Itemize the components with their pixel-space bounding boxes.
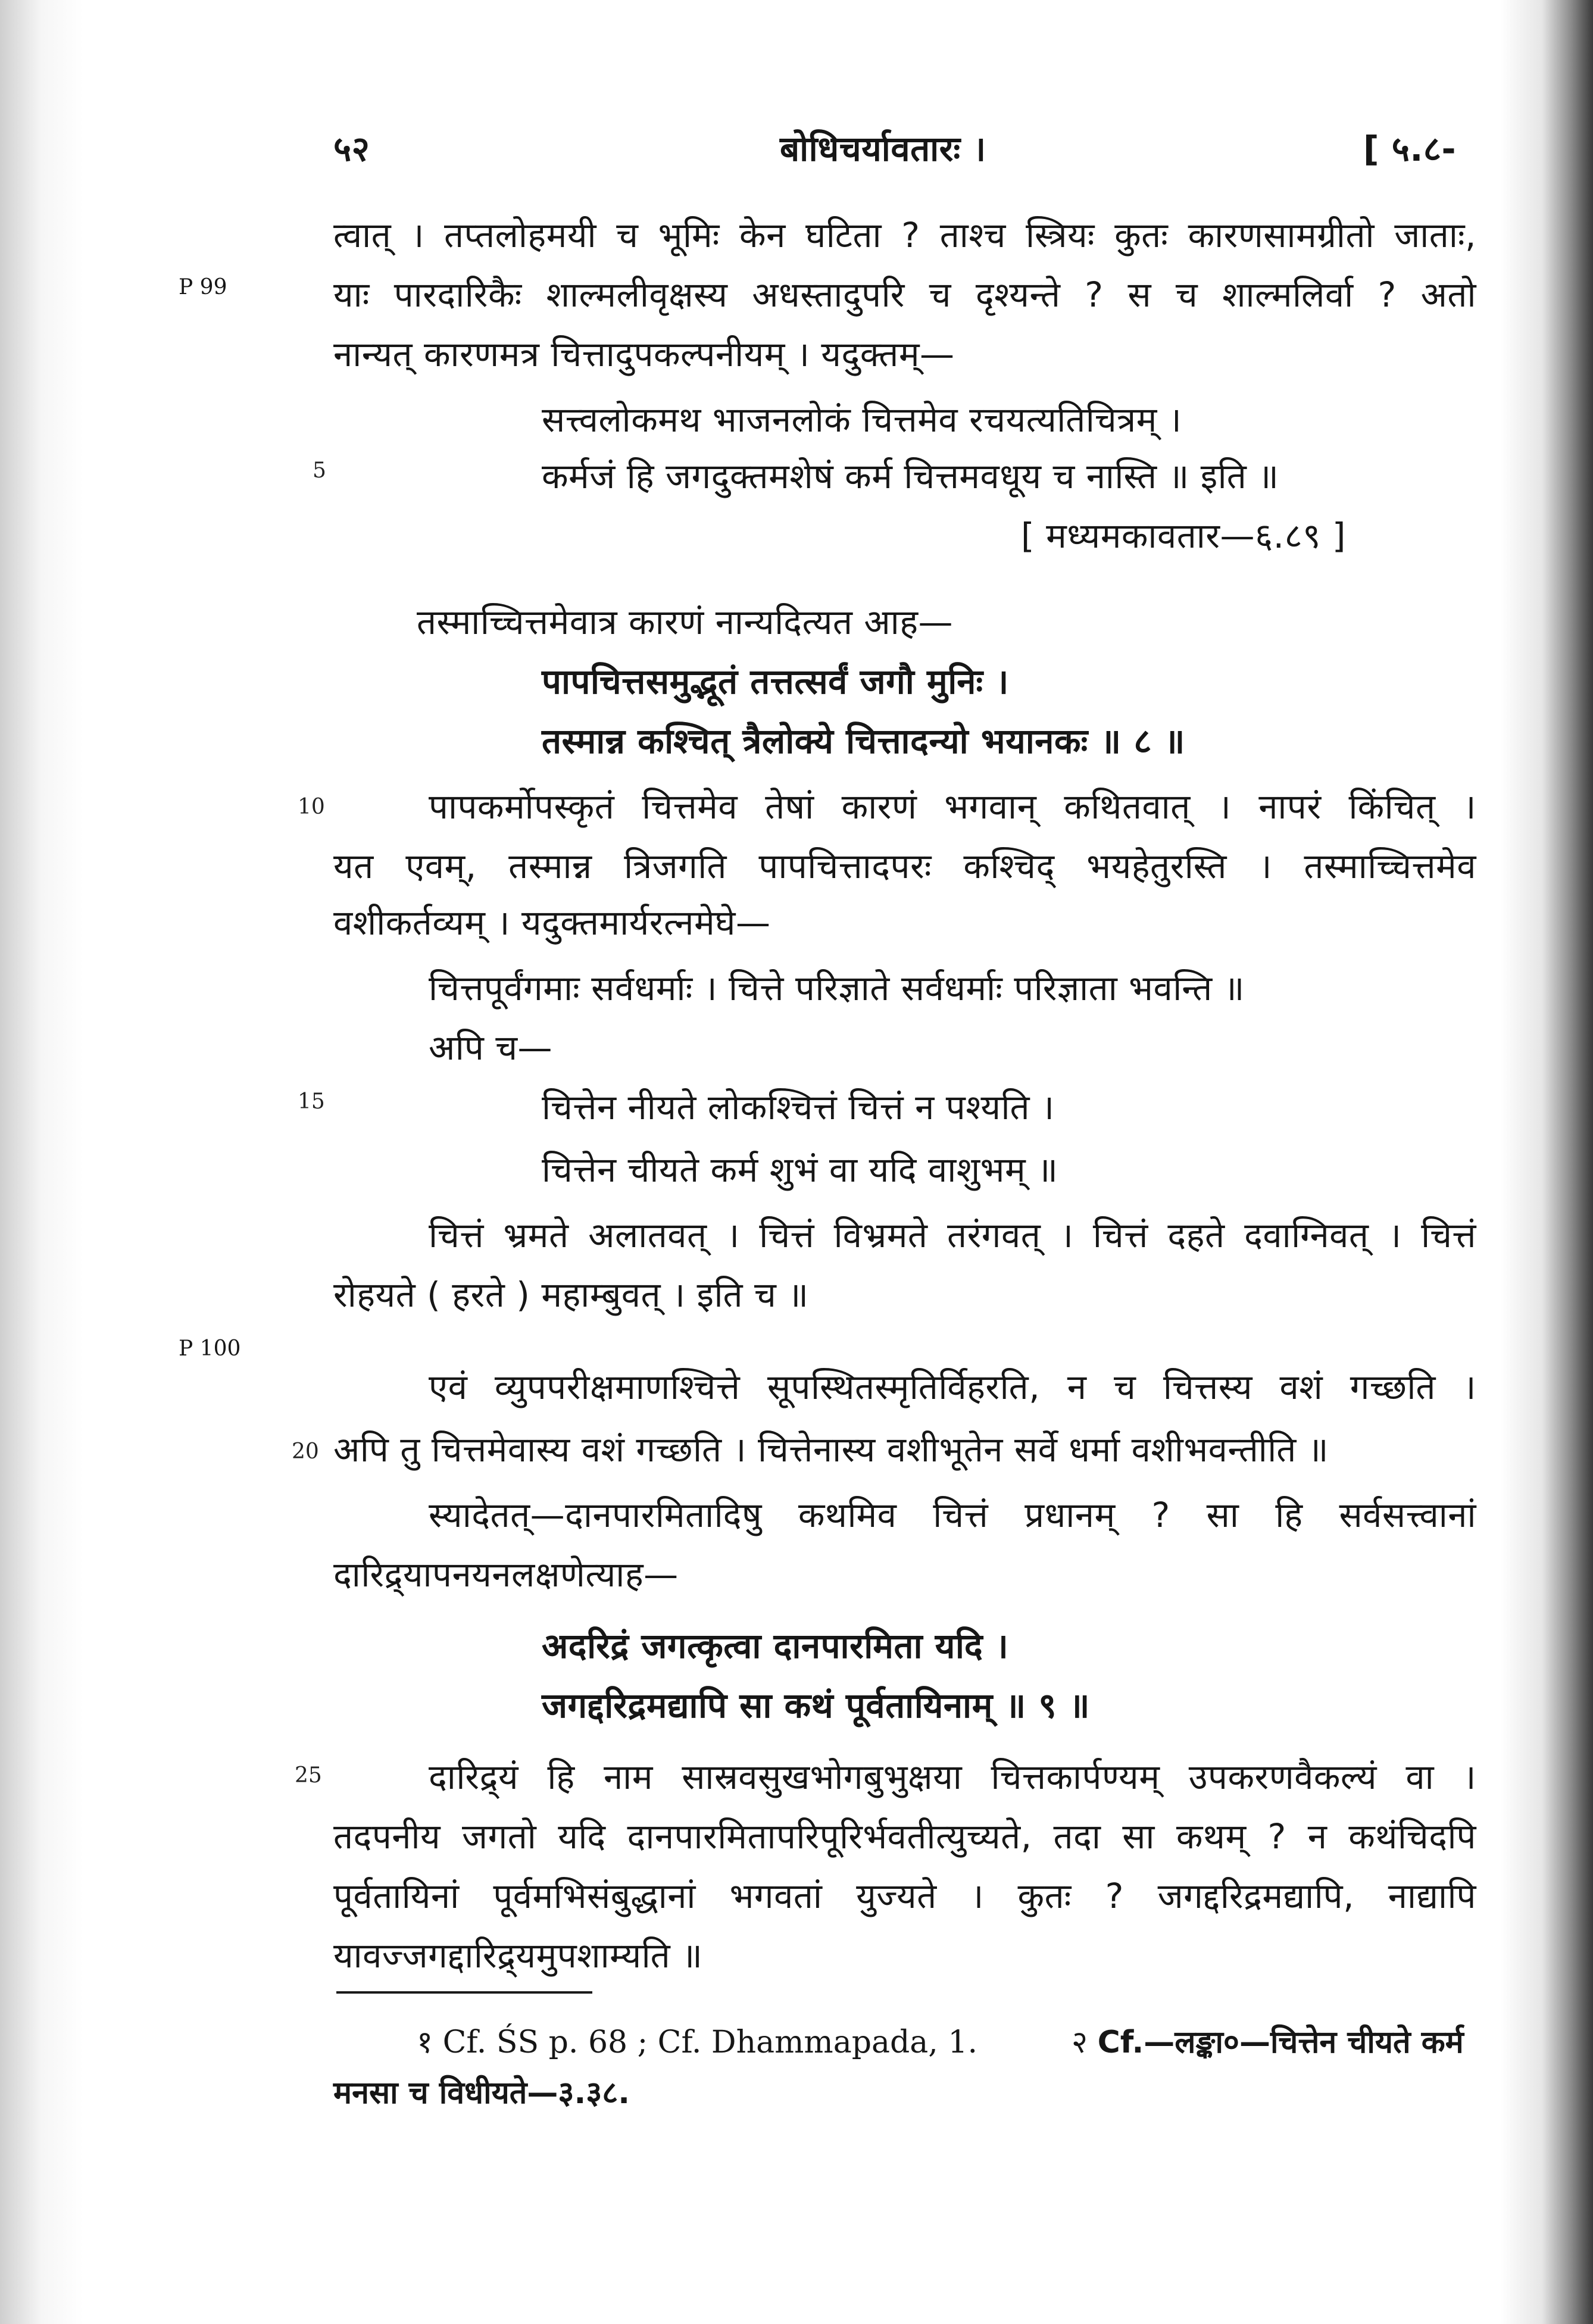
- root-verse-line: जगद्दरिद्रमद्यापि सा कथं पूर्वतायिनाम् ॥ ९ ॥: [542, 1685, 1090, 1726]
- footnote-2-continuation: मनसा च विधीयते—३.३८.: [333, 2075, 630, 2111]
- verse-quote-line: सत्त्वलोकमथ भाजनलोकं चित्तमेव रचयत्यतिचित्रम् ।: [542, 399, 1182, 440]
- line-number-5: 5: [313, 458, 326, 483]
- running-title: बोधिचर्यावतारः ।: [780, 129, 986, 169]
- page-number: ५२: [333, 129, 370, 169]
- line-number-10: 10: [298, 795, 325, 819]
- footnote-2: [1072, 2021, 1464, 2064]
- text-line: पापकर्मोपस्कृतं चित्तमेव तेषां कारणं भगवान् कथितवात् । नापरं किंचित् ।: [429, 786, 1476, 827]
- section-marker: [ ५.८-: [1363, 129, 1457, 169]
- verse-quote-line: चित्तेन नीयते लोकश्चित्तं चित्तं न पश्यति ।: [542, 1087, 1055, 1127]
- text-line: अपि तु चित्तमेवास्य वशं गच्छति । चित्तेनास्य वशीभूतेन सर्वे धर्मा वशीभवन्तीति ॥: [333, 1429, 1329, 1470]
- text-line: स्यादेतत्—दानपारमितादिषु कथमिव चित्तं प्रधानम् ? सा हि सर्वसत्त्वानां: [429, 1495, 1476, 1535]
- footnote-1-number: १: [417, 2025, 433, 2060]
- text-line: पूर्वतायिनां पूर्वमभिसंबुद्धानां भगवतां युज्यते । कुतः ? जगद्दरिद्रमद्यापि, नाद्यापि: [333, 1876, 1476, 1916]
- verse-quote-line: कर्मजं हि जगदुक्तमशेषं कर्म चित्तमवधूय च नास्ति ॥ इति ॥: [542, 456, 1279, 496]
- text-line: त्वात् । तप्तलोहमयी च भूमिः केन घटिता ? ताश्च स्त्रियः कुतः कारणसामग्रीतो जाताः,: [333, 215, 1476, 255]
- line-number-15: 15: [298, 1089, 325, 1114]
- root-verse-line: पापचित्तसमुद्भूतं तत्तत्सर्वं जगौ मुनिः ।: [542, 661, 1009, 702]
- root-verse-line: तस्मान्न कश्चित् त्रैलोक्ये चित्तादन्यो भयानकः ॥ ८ ॥: [542, 721, 1185, 761]
- text-line: तस्माच्चित्तमेवात्र कारणं नान्यदित्यत आह—: [417, 602, 954, 642]
- root-verse-line: अदरिद्रं जगत्कृत्वा दानपारमिता यदि ।: [542, 1626, 1009, 1666]
- verse-quote-line: चित्तेन चीयते कर्म शुभं वा यदि वाशुभम् ॥: [542, 1149, 1058, 1190]
- line-number-20: 20: [292, 1439, 319, 1464]
- text-line: वशीकर्तव्यम् । यदुक्तमार्यरत्नमेघे—: [333, 902, 771, 943]
- text-line: यत एवम्, तस्मान्न त्रिजगति पापचित्तादपरः कश्चिद् भयहेतुरस्ति । तस्माच्चित्तमेव: [333, 846, 1476, 886]
- quote-line: चित्तपूर्वंगमाः सर्वधर्माः । चित्ते परिज्ञाते सर्वधर्माः परिज्ञाता भवन्ति ॥: [429, 968, 1245, 1008]
- footnote-2-text: Cf.—लङ्का०—चित्तेन चीयते कर्म: [1097, 2025, 1464, 2060]
- line-number-25: 25: [295, 1763, 322, 1788]
- footnote-2-number: २: [1072, 2025, 1088, 2060]
- text-line: नान्यत् कारणमत्र चित्तादुपकल्पनीयम् । यदुक्तम्—: [333, 334, 955, 374]
- text-line: अपि च—: [429, 1027, 553, 1068]
- footnote-rule: [336, 1991, 592, 1994]
- text-line: एवं व्युपपरीक्षमाणश्चित्ते सूपस्थितस्मृतिर्विहरति, न च चित्तस्य वशं गच्छति ।: [429, 1367, 1476, 1407]
- source-citation: [ मध्यमकावतार—६.८९ ]: [1021, 516, 1346, 556]
- margin-ref-p99: P 99: [179, 275, 227, 299]
- text-line: यावज्जगद्दारिद्र्यमुपशाम्यति ॥: [333, 1935, 703, 1976]
- footnote-1: [417, 2021, 977, 2064]
- text-line: चित्तं भ्रमते अलातवत् । चित्तं विभ्रमते तरंगवत् । चित्तं दहते दवाग्निवत् । चित्तं: [429, 1215, 1476, 1255]
- text-line: दारिद्र्यापनयनलक्षणेत्याह—: [333, 1554, 679, 1595]
- footnote-1-text: Cf. ŚS p. 68 ; Cf. Dhammapada, 1.: [442, 2025, 977, 2060]
- text-line: रोहयते ( हरते ) महाम्बुवत् । इति च ॥: [333, 1275, 809, 1315]
- text-line: तदपनीय जगतो यदि दानपारमितापरिपूरिर्भवतीत्युच्यते, तदा सा कथम् ? न कथंचिदपि: [333, 1816, 1476, 1857]
- text-line: याः पारदारिकैः शाल्मलीवृक्षस्य अधस्तादुपरि च दृश्यन्ते ? स च शाल्मलिर्वा ? अतो: [333, 274, 1476, 315]
- text-line: दारिद्र्यं हि नाम सास्रवसुखभोगबुभुक्षया चित्तकार्पण्यम् उपकरणवैकल्यं वा ।: [429, 1757, 1476, 1797]
- margin-ref-p100: P 100: [179, 1336, 241, 1361]
